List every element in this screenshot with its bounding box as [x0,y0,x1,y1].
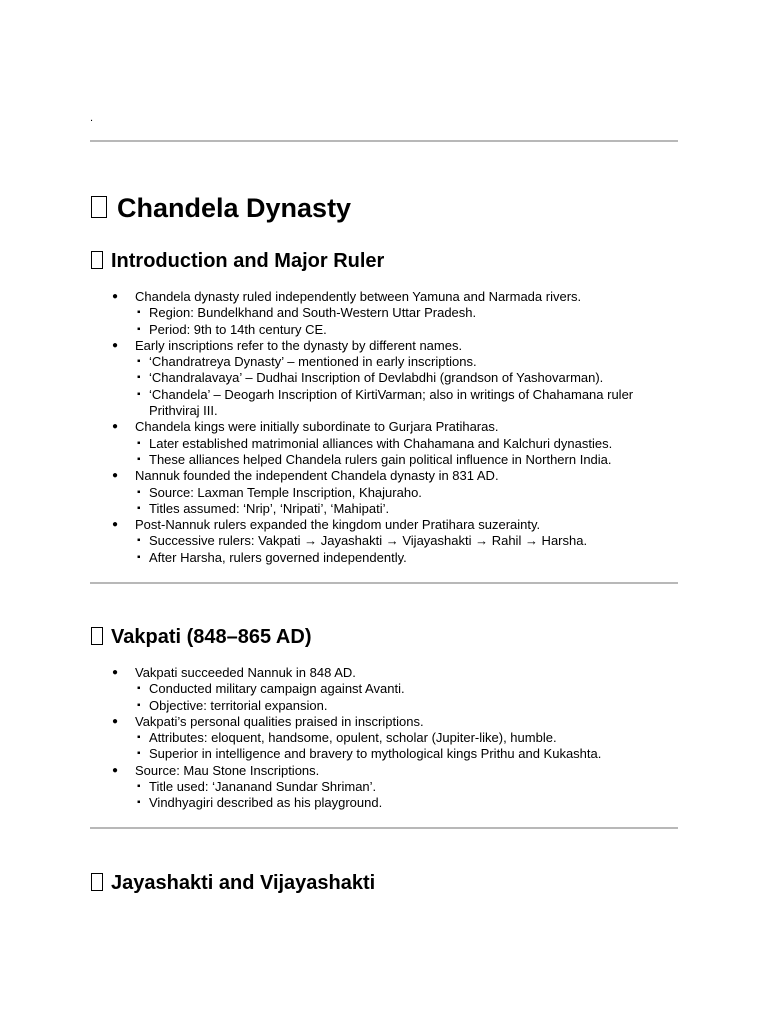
list-item-text: Chandela dynasty ruled independently between Yamuna and Narmada rivers. [135,289,582,304]
sub-list-item: ▪ These alliances helped Chandela rulers gain political influence in Northern India. [137,452,680,468]
sub-list [135,681,680,714]
list-item [90,763,680,812]
sub-list-item: ▪ Superior in intelligence and bravery to mythological kings Prithu and Kukashta. [137,746,680,762]
section-heading-text: Introduction and Major Ruler [111,250,385,272]
list-item [90,714,680,763]
missing-glyph-icon [91,627,103,645]
list-item-text: Early inscriptions refer to the dynasty by different names. [135,337,463,353]
sub-list-item: ▪ Vindhyagiri described as his playground. [137,795,680,811]
sub-list-item: ▪ Conducted military campaign against Avanti. [137,681,680,697]
list-item [90,468,680,517]
sub-list-item: ▪ Successive rulers: Vakpati → Jayashakti → Vijayashakti → Rahil → Harsha. [137,533,680,549]
sub-list [135,354,680,419]
sub-list-item: ▪ Region: Bundelkhand and South-Western Uttar Pradesh. [137,305,680,321]
sub-list [135,436,680,469]
vakpati-list [90,665,680,812]
section-heading-jayashakti [91,871,375,895]
section-heading-text: Vakpati (848–865 AD) [111,626,312,648]
sub-list-item: ▪ Objective: territorial expansion. [137,698,680,714]
divider-middle [90,582,678,584]
section-heading-introduction [91,249,384,273]
section-heading-text: Jayashakti and Vijayashakti [111,872,376,894]
list-item-text: Chandela kings were initially subordinate to Gurjara Pratiharas. [135,419,499,435]
list-item-text: Vakpati succeeded Nannuk in 848 AD. [135,665,356,680]
sub-list-item: ▪ ‘Chandela’ – Deogarh Inscription of KirtiVarman; also in writings of Chahamana ruler Prithviraj III. [137,387,680,420]
sub-list-item: ▪ Attributes: eloquent, handsome, opulent, scholar (Jupiter-like), humble. [137,730,680,746]
list-item-text: Source: Mau Stone Inscriptions. [135,762,320,778]
sub-list-item: ▪ Later established matrimonial alliances with Chahamana and Kalchuri dynasties. [137,436,680,452]
list-item-text: Vakpati’s personal qualities praised in inscriptions. [135,713,424,729]
sub-list-item: ▪ Source: Laxman Temple Inscription, Khajuraho. [137,485,680,501]
missing-glyph-icon [91,251,103,269]
page-title-text: Chandela Dynasty [117,193,352,223]
sub-list [135,533,680,566]
sub-list-item: ▪ Title used: ‘Jananand Sundar Shriman’. [137,779,680,795]
divider-bottom [90,827,678,829]
sub-list [135,485,680,518]
sub-list-item: ▪ After Harsha, rulers governed independently. [137,550,680,566]
missing-glyph-icon [91,873,103,891]
top-mark: . [90,112,94,124]
sub-list [135,305,680,338]
list-item [90,289,680,338]
page-title [91,192,351,224]
divider-top [90,140,678,142]
list-item [90,517,680,566]
sub-list-item: ▪ ‘Chandratreya Dynasty’ – mentioned in early inscriptions. [137,354,680,370]
missing-glyph-icon [91,196,107,218]
list-item [90,338,680,419]
sub-list-item: ▪ Titles assumed: ‘Nrip’, ‘Nripati’, ‘Mahipati’. [137,501,680,517]
sub-list-item: ▪ ‘Chandralavaya’ – Dudhai Inscription of Devlabdhi (grandson of Yashovarman). [137,370,680,386]
section-heading-vakpati [91,625,311,649]
list-item-text: Post-Nannuk rulers expanded the kingdom under Pratihara suzerainty. [135,517,541,533]
introduction-list [90,289,680,566]
list-item [90,419,680,468]
sub-list [135,779,680,812]
list-item-text: Nannuk founded the independent Chandela dynasty in 831 AD. [135,468,499,484]
sub-list-item: ▪ Period: 9th to 14th century CE. [137,322,680,338]
list-item [90,665,680,714]
sub-list [135,730,680,763]
